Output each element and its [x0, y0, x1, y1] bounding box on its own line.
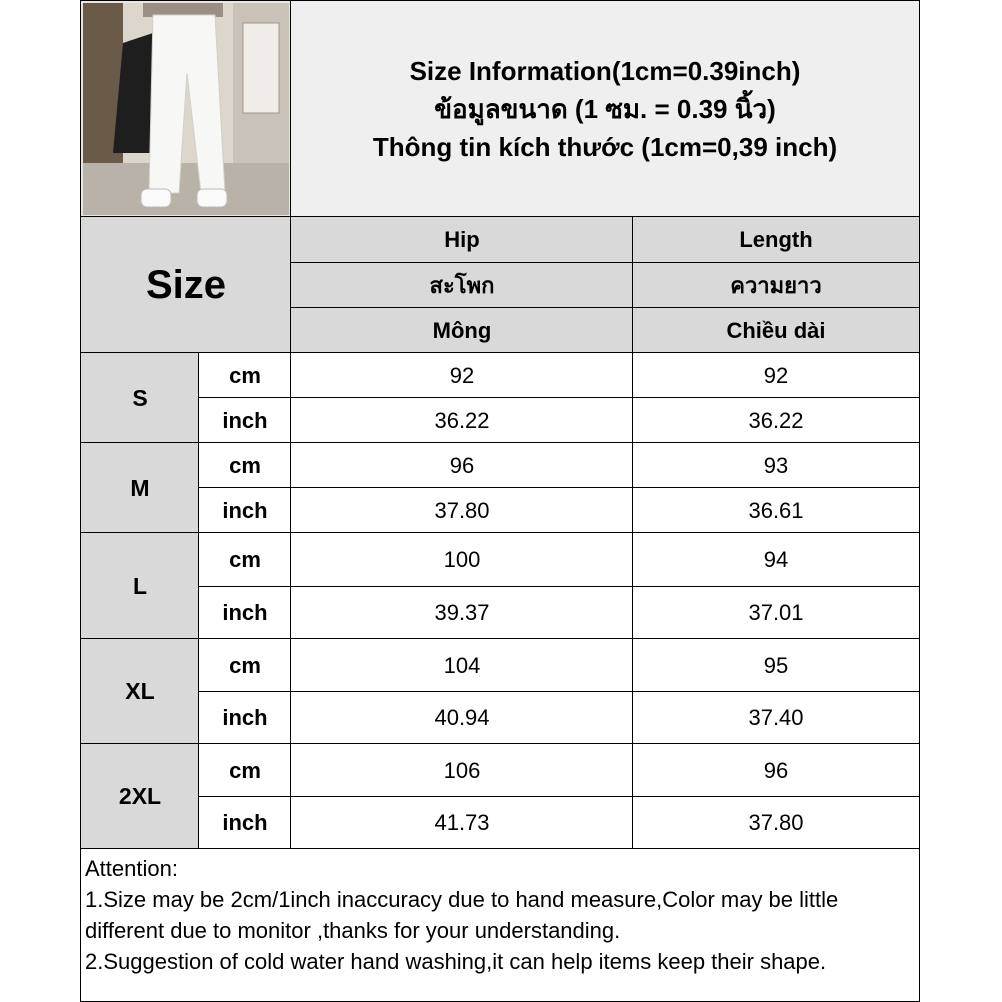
unit-cm: cm [198, 352, 292, 399]
size-label-xl: XL [80, 638, 200, 745]
l-hip-cm: 100 [290, 532, 634, 588]
m-length-inch: 36.61 [632, 487, 920, 534]
size-label-2xl: 2XL [80, 743, 200, 850]
length-header-en: Length [632, 216, 920, 264]
xl-hip-inch: 40.94 [290, 691, 634, 745]
m-length-cm: 93 [632, 442, 920, 489]
2xl-length-cm: 96 [632, 743, 920, 798]
unit-inch: inch [198, 487, 292, 534]
attention-notes [80, 848, 920, 1002]
unit-cm: cm [198, 743, 292, 798]
2xl-hip-inch: 41.73 [290, 796, 634, 850]
size-label-s: S [80, 352, 200, 444]
xl-hip-cm: 104 [290, 638, 634, 693]
unit-inch: inch [198, 691, 292, 745]
size-label-l: L [80, 532, 200, 640]
xl-length-inch: 37.40 [632, 691, 920, 745]
title-thai: ข้อมูลขนาด (1 ซม. = 0.39 นิ้ว) [434, 94, 776, 124]
hip-header-th: สะโพก [290, 262, 634, 309]
2xl-hip-cm: 106 [290, 743, 634, 798]
length-header-th: ความยาว [632, 262, 920, 309]
s-length-cm: 92 [632, 352, 920, 399]
hip-header-en: Hip [290, 216, 634, 264]
length-header-vi: Chiều dài [632, 307, 920, 354]
white-wide-leg-pants-photo-icon [83, 3, 289, 215]
xl-length-cm: 95 [632, 638, 920, 693]
unit-inch: inch [198, 586, 292, 640]
unit-cm: cm [198, 532, 292, 588]
unit-inch: inch [198, 397, 292, 444]
l-length-cm: 94 [632, 532, 920, 588]
unit-cm: cm [198, 442, 292, 489]
attention-heading: Attention: [85, 856, 178, 881]
s-length-inch: 36.22 [632, 397, 920, 444]
size-info-title [290, 0, 920, 218]
product-photo [80, 0, 292, 218]
title-english: Size Information(1cm=0.39inch) [409, 56, 801, 86]
l-hip-inch: 39.37 [290, 586, 634, 640]
m-hip-cm: 96 [290, 442, 634, 489]
l-length-inch: 37.01 [632, 586, 920, 640]
unit-cm: cm [198, 638, 292, 693]
unit-inch: inch [198, 796, 292, 850]
size-header: Size [80, 216, 292, 354]
s-hip-cm: 92 [290, 352, 634, 399]
m-hip-inch: 37.80 [290, 487, 634, 534]
s-hip-inch: 36.22 [290, 397, 634, 444]
size-label-m: M [80, 442, 200, 534]
hip-header-vi: Mông [290, 307, 634, 354]
attention-note-1: 1.Size may be 2cm/1inch inaccuracy due to hand measure,Color may be little different due to monitor ,thanks for your understanding. [85, 887, 839, 943]
title-vietnamese: Thông tin kích thước (1cm=0,39 inch) [372, 132, 838, 162]
size-chart [80, 0, 920, 1002]
2xl-length-inch: 37.80 [632, 796, 920, 850]
attention-note-2: 2.Suggestion of cold water hand washing,it can help items keep their shape. [85, 949, 827, 974]
